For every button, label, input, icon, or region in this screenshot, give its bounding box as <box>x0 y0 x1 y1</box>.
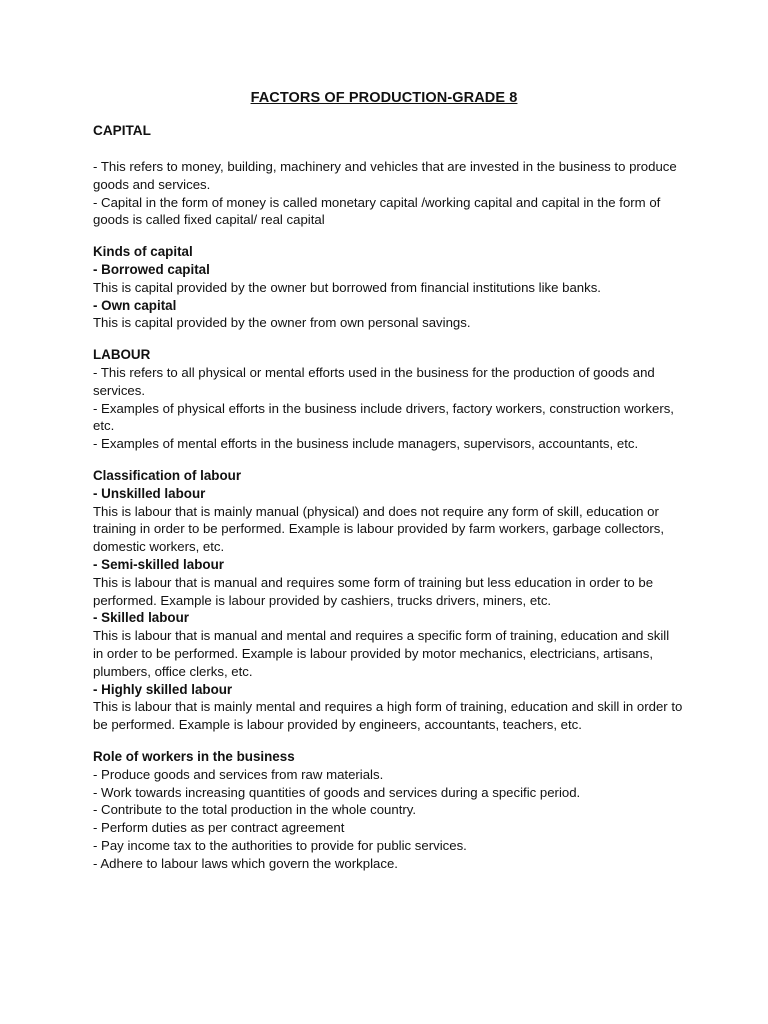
role-of-workers-item: - Adhere to labour laws which govern the workplace. <box>93 855 398 871</box>
role-of-workers-item: - Pay income tax to the authorities to provide for public services. <box>93 837 467 853</box>
document-title: FACTORS OF PRODUCTION-GRADE 8 <box>250 90 518 106</box>
kinds-of-capital-heading: Kinds of capital <box>93 244 193 260</box>
role-of-workers-item: - Work towards increasing quantities of goods and services during a specific period. <box>93 784 581 800</box>
unskilled-labour-label: - Unskilled labour <box>93 485 206 501</box>
labour-paragraph: - Examples of physical efforts in the business include drivers, factory workers, construction workers, etc. <box>93 400 674 434</box>
skilled-labour-label: - Skilled labour <box>93 610 189 626</box>
document-body <box>93 122 683 872</box>
spacer <box>93 229 683 243</box>
labour-heading: LABOUR <box>93 347 151 363</box>
spacer <box>93 453 683 467</box>
spacer <box>93 332 683 346</box>
skilled-labour-description: This is labour that is manual and mental and requires a specific form of training, education and skill in order to be performed. Example is labour provided by motor mechanics, electricians, artisans, plumbers, office clerks, etc. <box>93 628 670 679</box>
highly-skilled-labour-description: This is labour that is mainly mental and requires a high form of training, education and skill in order to be performed. Example is labour provided by engineers, accountants, teachers, etc. <box>93 699 683 733</box>
borrowed-capital-label: - Borrowed capital <box>93 261 210 277</box>
classification-of-labour-heading: Classification of labour <box>93 467 242 483</box>
role-of-workers-item: - Contribute to the total production in the whole country. <box>93 802 417 818</box>
own-capital-description: This is capital provided by the owner from own personal savings. <box>93 315 471 331</box>
capital-paragraph: - This refers to money, building, machinery and vehicles that are invested in the business to produce goods and services. <box>93 159 677 192</box>
semi-skilled-labour-description: This is labour that is manual and requires some form of training but less education in order to be performed. Example is labour provided by cashiers, trucks drivers, miners, etc. <box>93 574 654 608</box>
capital-paragraph: - Capital in the form of money is called monetary capital /working capital and capital in the form of goods is called fixed capital/ real capital <box>93 194 661 228</box>
unskilled-labour-description: This is labour that is mainly manual (physical) and does not require any form of skill, education or training in order to be performed. Example is labour provided by farm workers, garbage collectors, domestic workers, etc. <box>93 503 664 555</box>
highly-skilled-labour-label: - Highly skilled labour <box>93 681 233 697</box>
semi-skilled-labour-label: - Semi-skilled labour <box>93 556 224 572</box>
role-of-workers-item: - Produce goods and services from raw materials. <box>93 766 384 782</box>
labour-paragraph: - Examples of mental efforts in the business include managers, supervisors, accountants, etc. <box>93 436 639 452</box>
own-capital-label: - Own capital <box>93 297 177 313</box>
role-of-workers-item: - Perform duties as per contract agreement <box>93 820 345 836</box>
labour-paragraph: - This refers to all physical or mental efforts used in the business for the production of goods and services. <box>93 364 655 398</box>
spacer <box>93 734 683 748</box>
capital-heading: CAPITAL <box>93 123 151 138</box>
role-of-workers-heading: Role of workers in the business <box>93 748 295 764</box>
borrowed-capital-description: This is capital provided by the owner but borrowed from financial institutions like banks. <box>93 279 601 295</box>
